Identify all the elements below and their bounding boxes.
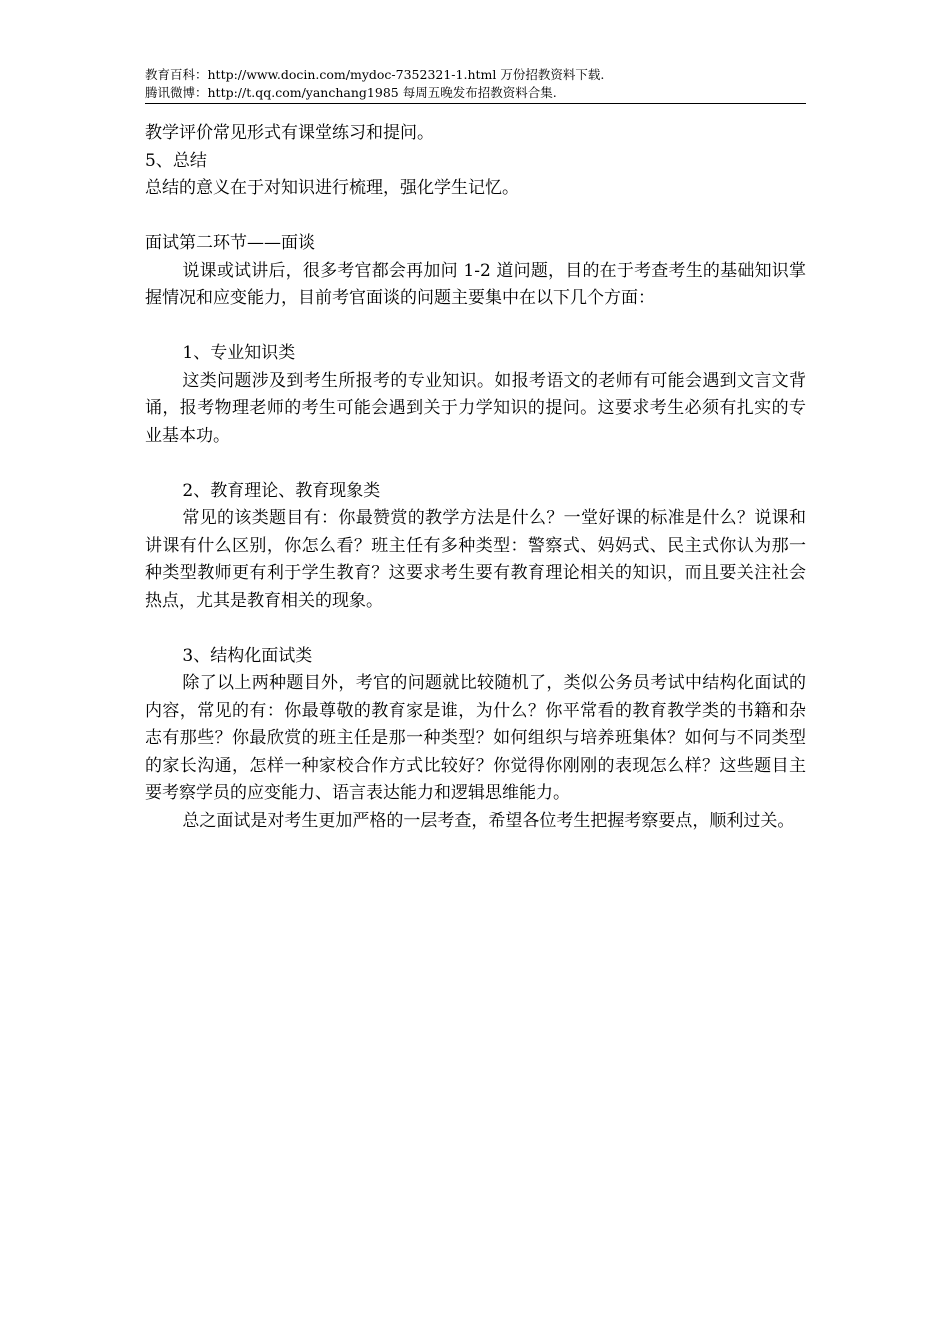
item-title-structured: 3、结构化面试类	[182, 645, 313, 666]
paragraph-intro: 说课或试讲后，很多考官都会再加问 1-2 道问题，目的在于考查考生的基础知识掌握情况和应变能力，目前考官面谈的问题主要集中在以下几个方面：	[145, 260, 806, 308]
paragraph-summary: 总结的意义在于对知识进行梳理，强化学生记忆。	[145, 178, 519, 198]
item-title-professional: 1、专业知识类	[182, 343, 296, 363]
item-text-professional: 这类问题涉及到考生所报考的专业知识。如报考语文的老师有可能会遇到文言文背诵，报考物理老师的考生可能会遇到关于力学知识的提问。这要求考生必须有扎实的专业基本功。	[145, 370, 806, 446]
header-line-docin: 教育百科：http://www.docin.com/mydoc-7352321-1.html 万份招教资料下载.	[145, 67, 605, 82]
spacer	[145, 313, 806, 341]
page-header	[145, 66, 806, 104]
section-title: 面试第二环节——面谈	[145, 233, 315, 253]
paragraph-evaluation: 教学评价常见形式有课堂练习和提问。	[145, 123, 434, 143]
paragraph-conclusion: 总之面试是对考生更加严格的一层考查，希望各位考生把握考察要点，顺利过关。	[182, 810, 795, 831]
header-line-weibo: 腾讯微博：http://t.qq.com/yanchang1985 每周五晚发布招教资料合集.	[145, 85, 557, 100]
document-body	[145, 120, 806, 835]
spacer	[145, 615, 806, 643]
item-text-education-theory: 常见的该类题目有：你最赞赏的教学方法是什么？一堂好课的标准是什么？说课和讲课有什么区别，你怎么看？班主任有多种类型：警察式、妈妈式、民主式你认为那一种类型教师更有利于学生教育？这要求考生要有教育理论相关的知识，而且要关注社会热点，尤其是教育相关的现象。	[145, 508, 806, 611]
spacer	[145, 450, 806, 478]
heading-summary: 5、总结	[145, 150, 207, 171]
item-title-education-theory: 2、教育理论、教育现象类	[182, 480, 381, 501]
spacer	[145, 203, 806, 231]
item-text-structured: 除了以上两种题目外，考官的问题就比较随机了，类似公务员考试中结构化面试的内容，常见的有：你最尊敬的教育家是谁，为什么？你平常看的教育教学类的书籍和杂志有那些？你最欣赏的班主任是那一种类型？如何组织与培养班集体？如何与不同类型的家长沟通，怎样一种家校合作方式比较好？你觉得你刚刚的表现怎么样？这些题目主要考察学员的应变能力、语言表达能力和逻辑思维能力。	[145, 673, 806, 803]
